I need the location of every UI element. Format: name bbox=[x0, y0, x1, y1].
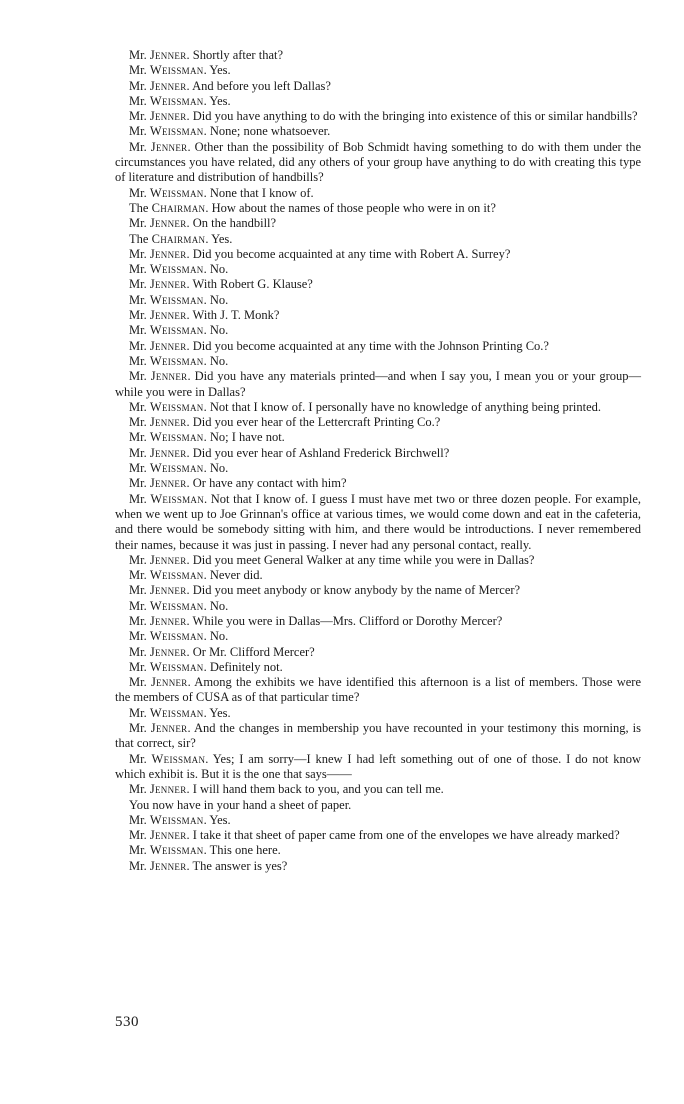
speaker-name: Jenner bbox=[149, 583, 187, 598]
spoken-text: Did you have anything to do with the bringing into existence of this or similar handbills? bbox=[192, 109, 638, 124]
spoken-text: Did you meet anybody or know anybody by the name of Mercer? bbox=[192, 583, 521, 598]
transcript-paragraph: Mr. Jenner. I will hand them back to you, and you can tell me. bbox=[129, 782, 444, 797]
speaker-name: Weissman bbox=[149, 353, 204, 368]
spoken-text: No. bbox=[209, 262, 229, 277]
spoken-text: Other than the possibility of Bob Schmidt having something to do with them under the circumstances you have related, did any others of your group have anything to do with creating this type of literature and distribution of handbills? bbox=[115, 139, 641, 185]
speaker-name: Jenner bbox=[149, 782, 187, 797]
spoken-text: No; I have not. bbox=[209, 430, 285, 445]
transcript-paragraph: Mr. Weissman. Yes. bbox=[129, 705, 231, 720]
spoken-text: Yes. bbox=[209, 93, 231, 108]
spoken-text: Did you become acquainted at any time with the Johnson Printing Co.? bbox=[192, 338, 549, 353]
transcript-paragraph: Mr. Weissman. No. bbox=[129, 353, 229, 368]
speaker-name: Chairman bbox=[151, 231, 206, 246]
speaker-name: Jenner bbox=[149, 109, 187, 124]
spoken-text: No. bbox=[209, 598, 229, 613]
transcript-paragraph: Mr. Jenner. Did you meet General Walker at any time while you were in Dallas? bbox=[129, 552, 535, 567]
spoken-text: No. bbox=[209, 461, 229, 476]
speaker-name: Jenner bbox=[149, 78, 187, 93]
transcript-paragraph: Mr. Weissman. No. bbox=[129, 292, 229, 307]
speaker-name: Weissman bbox=[149, 461, 204, 476]
speaker-name: Weissman bbox=[149, 843, 204, 858]
spoken-text: Did you have any materials printed—and when I say you, I mean you or your group—while you were in Dallas? bbox=[115, 369, 641, 399]
transcript-paragraph: Mr. Weissman. Yes. bbox=[129, 812, 231, 827]
transcript-paragraph: Mr. Jenner. Among the exhibits we have identified this afternoon is a list of members. Those were the members of CUSA as of that particular time? bbox=[115, 675, 642, 705]
speaker-name: Weissman bbox=[149, 292, 204, 307]
transcript-paragraph: Mr. Weissman. No; I have not. bbox=[129, 430, 285, 445]
spoken-text: None that I know of. bbox=[209, 185, 314, 200]
speaker-name: Chairman bbox=[151, 200, 206, 215]
speaker-name: Weissman bbox=[149, 430, 204, 445]
speaker-name: Weissman bbox=[150, 491, 205, 506]
spoken-text: No. bbox=[209, 292, 229, 307]
speaker-name: Jenner bbox=[150, 369, 188, 384]
transcript-paragraph: Mr. Weissman. None; none whatsoever. bbox=[129, 124, 331, 139]
speaker-name: Weissman bbox=[149, 399, 204, 414]
speaker-name: Weissman bbox=[149, 93, 204, 108]
spoken-text: How about the names of those people who were in on it? bbox=[211, 200, 496, 215]
speaker-name: Weissman bbox=[149, 262, 204, 277]
transcript-paragraph: Mr. Jenner. Did you ever hear of Ashland Frederick Birchwell? bbox=[129, 445, 450, 460]
spoken-text: I will hand them back to you, and you can tell me. bbox=[192, 782, 444, 797]
spoken-text: And the changes in membership you have recounted in your testimony this morning, is that correct, sir? bbox=[115, 721, 641, 751]
spoken-text: Yes; I am sorry—I knew I had left something out of one of those. I do not know which exhibit is. But it is the one that says—— bbox=[115, 751, 641, 781]
spoken-text: Not that I know of. I guess I must have met two or three dozen people. For example, when we went up to Joe Grinnan's office at various times, we would come down and eat in the cafeteria, and there would be somebody sitting with him, and there would be introductions. I never remembered their names, because it was just in passing. I never had any personal contact, really. bbox=[115, 491, 642, 552]
speaker-name: Jenner bbox=[149, 415, 187, 430]
page-number: 530 bbox=[115, 1014, 139, 1030]
speaker-name: Weissman bbox=[149, 629, 204, 644]
speaker-name: Jenner bbox=[149, 338, 187, 353]
spoken-text: Yes. bbox=[211, 231, 233, 246]
spoken-text: The answer is yes? bbox=[192, 858, 288, 873]
speaker-name: Jenner bbox=[149, 552, 187, 567]
spoken-text: Definitely not. bbox=[209, 659, 283, 674]
speaker-name: Jenner bbox=[149, 216, 187, 231]
spoken-text: On the handbill? bbox=[192, 216, 277, 231]
transcript-paragraph: Mr. Weissman. Yes. bbox=[129, 63, 231, 78]
spoken-text: Among the exhibits we have identified this afternoon is a list of members. Those were the members of CUSA as of that particular time? bbox=[115, 675, 642, 705]
transcript-paragraph: Mr. Weissman. No. bbox=[129, 598, 229, 613]
transcript-paragraph: Mr. Jenner. Did you become acquainted at any time with the Johnson Printing Co.? bbox=[129, 338, 549, 353]
speaker-name: Weissman bbox=[149, 598, 204, 613]
spoken-text: And before you left Dallas? bbox=[192, 78, 331, 93]
speaker-name: Weissman bbox=[149, 185, 204, 200]
spoken-text: Did you become acquainted at any time with Robert A. Surrey? bbox=[192, 246, 511, 261]
spoken-text: I take it that sheet of paper came from one of the envelopes we have already marked? bbox=[192, 828, 620, 843]
transcript-paragraph: Mr. Jenner. Shortly after that? bbox=[129, 48, 284, 62]
speaker-name: Jenner bbox=[149, 308, 187, 323]
spoken-text: Not that I know of. I personally have no knowledge of anything being printed. bbox=[209, 399, 602, 414]
speaker-name: Weissman bbox=[149, 124, 204, 139]
spoken-text: You now have in your hand a sheet of paper. bbox=[129, 797, 352, 812]
speaker-name: Weissman bbox=[151, 751, 206, 766]
transcript-paragraph: The Chairman. Yes. bbox=[129, 231, 233, 246]
speaker-name: Weissman bbox=[149, 812, 204, 827]
speaker-name: Jenner bbox=[149, 644, 187, 659]
spoken-text: Yes. bbox=[209, 812, 231, 827]
spoken-text: While you were in Dallas—Mrs. Clifford or Dorothy Mercer? bbox=[192, 613, 503, 628]
speaker-name: Weissman bbox=[149, 568, 204, 583]
transcript-paragraph: Mr. Jenner. Did you ever hear of the Lettercraft Printing Co.? bbox=[129, 415, 441, 430]
transcript-paragraph: The Chairman. How about the names of those people who were in on it? bbox=[129, 200, 496, 215]
spoken-text: Did you ever hear of the Lettercraft Printing Co.? bbox=[192, 415, 441, 430]
speaker-name: Jenner bbox=[149, 246, 187, 261]
spoken-text: No. bbox=[209, 629, 229, 644]
speaker-name: Jenner bbox=[149, 613, 187, 628]
transcript-paragraph: Mr. Jenner. With J. T. Monk? bbox=[129, 308, 280, 323]
transcript-paragraph: Mr. Jenner. Did you have any materials printed—and when I say you, I mean you or your group—while you were in Dallas? bbox=[115, 369, 641, 399]
testimony-transcript bbox=[115, 48, 641, 874]
transcript-paragraph bbox=[115, 798, 641, 813]
transcript-paragraph: Mr. Jenner. And the changes in membership you have recounted in your testimony this morning, is that correct, sir? bbox=[115, 721, 641, 751]
transcript-paragraph: Mr. Jenner. Did you have anything to do with the bringing into existence of this or similar handbills? bbox=[129, 109, 638, 124]
spoken-text: Or have any contact with him? bbox=[192, 476, 347, 491]
transcript-paragraph: Mr. Weissman. Never did. bbox=[129, 568, 263, 583]
speaker-name: Jenner bbox=[150, 139, 188, 154]
transcript-paragraph: Mr. Weissman. None that I know of. bbox=[129, 185, 314, 200]
transcript-paragraph: Mr. Jenner. I take it that sheet of paper came from one of the envelopes we have already marked? bbox=[129, 828, 620, 843]
spoken-text: Never did. bbox=[209, 568, 263, 583]
transcript-paragraph: Mr. Jenner. While you were in Dallas—Mrs. Clifford or Dorothy Mercer? bbox=[129, 613, 503, 628]
transcript-paragraph: Mr. Weissman. No. bbox=[129, 629, 229, 644]
transcript-paragraph: Mr. Weissman. Yes; I am sorry—I knew I had left something out of one of those. I do not know which exhibit is. But it is the one that says—— bbox=[115, 751, 641, 781]
transcript-paragraph: Mr. Weissman. Not that I know of. I guess I must have met two or three dozen people. For example, when we went up to Joe Grinnan's office at various times, we would come down and eat in the cafeteria, and there would be somebody sitting with him, and there would be introductions. I never remembered their names, because it was just in passing. I never had any personal contact, really. bbox=[115, 491, 642, 552]
transcript-paragraph: Mr. Weissman. Definitely not. bbox=[129, 659, 283, 674]
transcript-paragraph: Mr. Weissman. No. bbox=[129, 461, 229, 476]
speaker-name: Jenner bbox=[150, 675, 188, 690]
spoken-text: No. bbox=[209, 323, 229, 338]
transcript-paragraph: Mr. Jenner. Did you become acquainted at any time with Robert A. Surrey? bbox=[129, 246, 511, 261]
speaker-name: Jenner bbox=[149, 445, 187, 460]
transcript-paragraph: Mr. Jenner. Other than the possibility of Bob Schmidt having something to do with them under the circumstances you have related, did any others of your group have anything to do with creating this type of literature and distribution of handbills? bbox=[115, 139, 641, 185]
transcript-paragraph: Mr. Weissman. No. bbox=[129, 262, 229, 277]
transcript-paragraph: Mr. Weissman. Not that I know of. I personally have no knowledge of anything being printed. bbox=[129, 399, 602, 414]
spoken-text: None; none whatsoever. bbox=[209, 124, 331, 139]
speaker-name: Weissman bbox=[149, 323, 204, 338]
spoken-text: This one here. bbox=[209, 843, 281, 858]
spoken-text: With J. T. Monk? bbox=[192, 308, 280, 323]
transcript-paragraph: Mr. Jenner. With Robert G. Klause? bbox=[129, 277, 313, 292]
speaker-name: Jenner bbox=[150, 721, 188, 736]
spoken-text: With Robert G. Klause? bbox=[192, 277, 313, 292]
transcript-paragraph: Mr. Jenner. Did you meet anybody or know anybody by the name of Mercer? bbox=[129, 583, 521, 598]
spoken-text: Yes. bbox=[209, 705, 231, 720]
spoken-text: Or Mr. Clifford Mercer? bbox=[192, 644, 315, 659]
speaker-name: Jenner bbox=[149, 828, 187, 843]
transcript-paragraph: Mr. Weissman. No. bbox=[129, 323, 229, 338]
transcript-paragraph: Mr. Jenner. Or have any contact with him? bbox=[129, 476, 347, 491]
speaker-name: Jenner bbox=[149, 277, 187, 292]
speaker-name: Jenner bbox=[149, 858, 187, 873]
transcript-paragraph: Mr. Jenner. On the handbill? bbox=[129, 216, 277, 231]
transcript-paragraph: Mr. Jenner. Or Mr. Clifford Mercer? bbox=[129, 644, 315, 659]
spoken-text: Shortly after that? bbox=[192, 48, 284, 62]
transcript-paragraph: Mr. Weissman. This one here. bbox=[129, 843, 281, 858]
speaker-name: Jenner bbox=[149, 476, 187, 491]
spoken-text: No. bbox=[209, 353, 229, 368]
speaker-name: Jenner bbox=[149, 48, 187, 62]
speaker-name: Weissman bbox=[149, 659, 204, 674]
spoken-text: Did you meet General Walker at any time while you were in Dallas? bbox=[192, 552, 535, 567]
speaker-name: Weissman bbox=[149, 63, 204, 78]
speaker-name: Weissman bbox=[149, 705, 204, 720]
spoken-text: Yes. bbox=[209, 63, 231, 78]
spoken-text: Did you ever hear of Ashland Frederick Birchwell? bbox=[192, 445, 450, 460]
transcript-paragraph: Mr. Weissman. Yes. bbox=[129, 93, 231, 108]
transcript-paragraph: Mr. Jenner. The answer is yes? bbox=[129, 858, 288, 873]
transcript-paragraph: Mr. Jenner. And before you left Dallas? bbox=[129, 78, 331, 93]
